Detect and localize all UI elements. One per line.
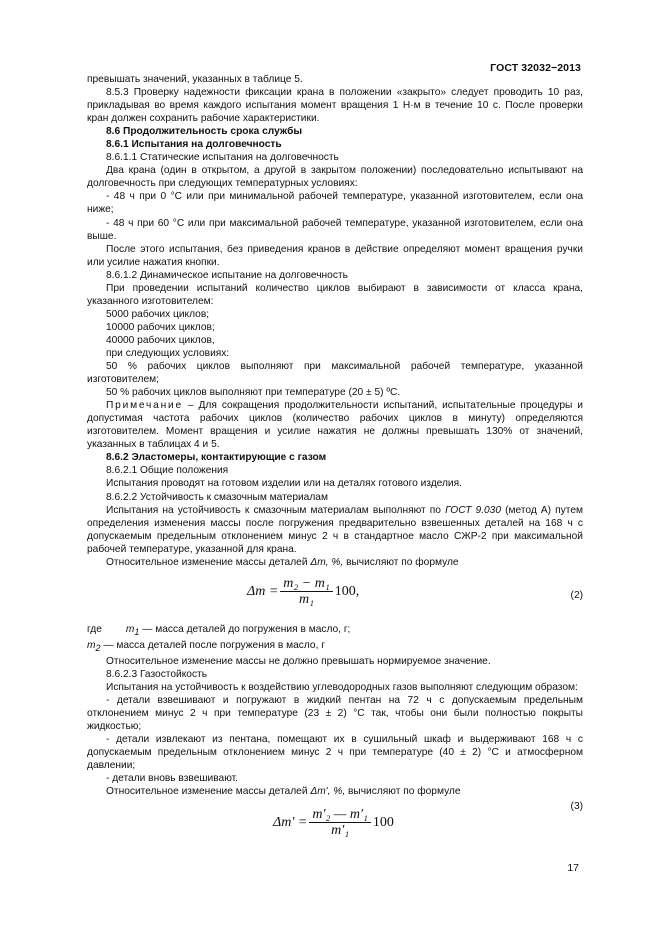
gas-step: - детали вновь взвешивают. bbox=[106, 773, 238, 785]
subheading-8-6-2-3: 8.6.2.3 Газостойкость bbox=[106, 668, 208, 680]
note-label: Примечание bbox=[106, 400, 183, 412]
page-number: 17 bbox=[567, 862, 579, 874]
formula-numerator: m′₂ — m′₁ bbox=[309, 808, 371, 823]
formula-fraction bbox=[280, 577, 332, 606]
formula-2: Δm = $\frac{\text{m₂ − m₁}}{\text{m₁}}$ 100 , (2) bbox=[247, 575, 583, 607]
gas-step: - детали извлекают из пентана, помещают их в сушильный шкаф и выдерживают 168 ч с допускаемым предельным отклонением минус 2 ч при температуре (40 ± 2) °С и атмосферном давлении; bbox=[87, 734, 583, 772]
formula-number: (2) bbox=[570, 589, 583, 601]
paragraph-8-6-1-2: При проведении испытаний количество циклов выбирают в зависимости от класса крана, указанного изготовителем: bbox=[87, 282, 583, 307]
subheading-8-6-1-2: 8.6.1.2 Динамическое испытание на долговечность bbox=[106, 269, 348, 281]
formula-3 bbox=[87, 800, 583, 852]
clause-8-5-3: 8.5.3 Проверку надежности фиксации крана в положении «закрыто» следует проводить 10 раз, прикладывая во время каждого испытания момент вращения 1 Н·м в течение 10 с. После проверки кран должен сохранить рабочие характеристики. bbox=[87, 87, 583, 125]
condition-item: 50 % рабочих циклов выполняют при максимальной рабочей температуре, указанной изготовителем; bbox=[87, 361, 583, 386]
subheading-8-6-1-1: 8.6.1.1 Статические испытания на долговечность bbox=[106, 152, 339, 164]
where-m2: $m_2$ — масса деталей после погружения в масло, г bbox=[87, 639, 325, 653]
formula-number: (3) bbox=[570, 801, 583, 813]
paragraph-8-6-1-1: Два крана (один в открытом, а другой в закрытом положении) последовательно испытывают на долговечность при следующих температурных условиях: bbox=[87, 165, 583, 190]
formula-fraction bbox=[309, 808, 371, 837]
list-item: - 48 ч при 0 °С или при минимальной рабочей температуре, указанной изготовителем, если она ниже; bbox=[87, 191, 583, 216]
list-item: - 48 ч при 60 °С или при максимальной рабочей температуре, указанной изготовителем, если она выше. bbox=[87, 217, 583, 242]
cycle-option: 40000 рабочих циклов, bbox=[106, 334, 215, 346]
condition-item: 50 % рабочих циклов выполняют при температуре (20 ± 5) ºС. bbox=[106, 387, 401, 399]
where-m1: где $m_1$ — масса деталей до погружения в масло, г; bbox=[87, 623, 351, 637]
formula-intro: Относительное изменение массы деталей Δm', %, вычисляют по формуле bbox=[106, 786, 461, 798]
standard-reference: ГОСТ 9.030 bbox=[445, 504, 502, 516]
note-text: – Для сокращения продолжительности испытаний, испытательные процедуры и допустимая частота рабочих циклов (количество рабочих циклов в минуту) определяются изготовителем. Момент вращения и усилие нажатия не должны превышать 130% от значений, указанных в таблицах 4 и 5. bbox=[87, 400, 583, 451]
document-body bbox=[87, 73, 583, 852]
paragraph-8-6-2-3: Испытания на устойчивость к воздействию углеводородных газов выполняют следующим образом: bbox=[106, 681, 578, 693]
subheading-8-6-2-2: 8.6.2.2 Устойчивость к смазочным материалам bbox=[106, 491, 328, 503]
formula-lhs: Δm′ = bbox=[273, 815, 308, 831]
norm-statement: Относительное изменение массы не должно превышать нормируемое значение. bbox=[106, 655, 491, 667]
standard-header: ГОСТ 32032−2013 bbox=[490, 62, 581, 74]
formula-factor: 100 bbox=[372, 815, 394, 831]
heading-8-6-1: 8.6.1 Испытания на долговечность bbox=[106, 139, 282, 151]
note bbox=[87, 399, 583, 451]
paragraph-after-test: После этого испытания, без приведения кранов в действие определяют момент вращения ручки или усилие нажатия кнопки. bbox=[87, 243, 583, 268]
heading-8-6: 8.6 Продолжительность срока службы bbox=[106, 126, 303, 138]
heading-8-6-2: 8.6.2 Эластомеры, контактирующие с газом bbox=[106, 452, 327, 464]
text-line: превышать значений, указанных в таблице 5. bbox=[87, 74, 303, 85]
formula-intro: Относительное изменение массы деталей Δm, %, вычисляют по формуле bbox=[106, 556, 459, 568]
paragraph-8-6-2-1: Испытания проводят на готовом изделии или на деталях готового изделия. bbox=[106, 478, 462, 490]
formula-lhs: Δm = bbox=[247, 583, 279, 599]
cycle-option: 5000 рабочих циклов; bbox=[106, 308, 210, 320]
cycle-option: 10000 рабочих циклов; bbox=[106, 321, 215, 333]
conditions-intro: при следующих условиях: bbox=[106, 347, 230, 359]
formula-numerator: m₂ − m₁ bbox=[280, 577, 332, 592]
formula-factor: 100 bbox=[334, 583, 356, 599]
paragraph-8-6-2-2: Испытания на устойчивость к смазочным материалам выполняют по ГОСТ 9.030 (метод А) путем определения изменения массы после погружения предварительно взвешенных деталей на 168 ч с допускаемым предельным отклонением минус 2 ч в стандартное масло СЖР-2 при максимальной рабочей температуре, указанной для крана. bbox=[87, 504, 583, 555]
gas-step: - детали взвешивают и погружают в жидкий пентан на 72 ч с допускаемым предельным отклонением минус 2 ч при температуре (23 ± 2) °С так, чтобы они были полностью покрыты жидкостью; bbox=[87, 695, 583, 733]
subheading-8-6-2-1: 8.6.2.1 Общие положения bbox=[106, 465, 229, 477]
formula-denominator: m₁ bbox=[298, 591, 314, 607]
formula-denominator: m′₁ bbox=[331, 823, 350, 839]
